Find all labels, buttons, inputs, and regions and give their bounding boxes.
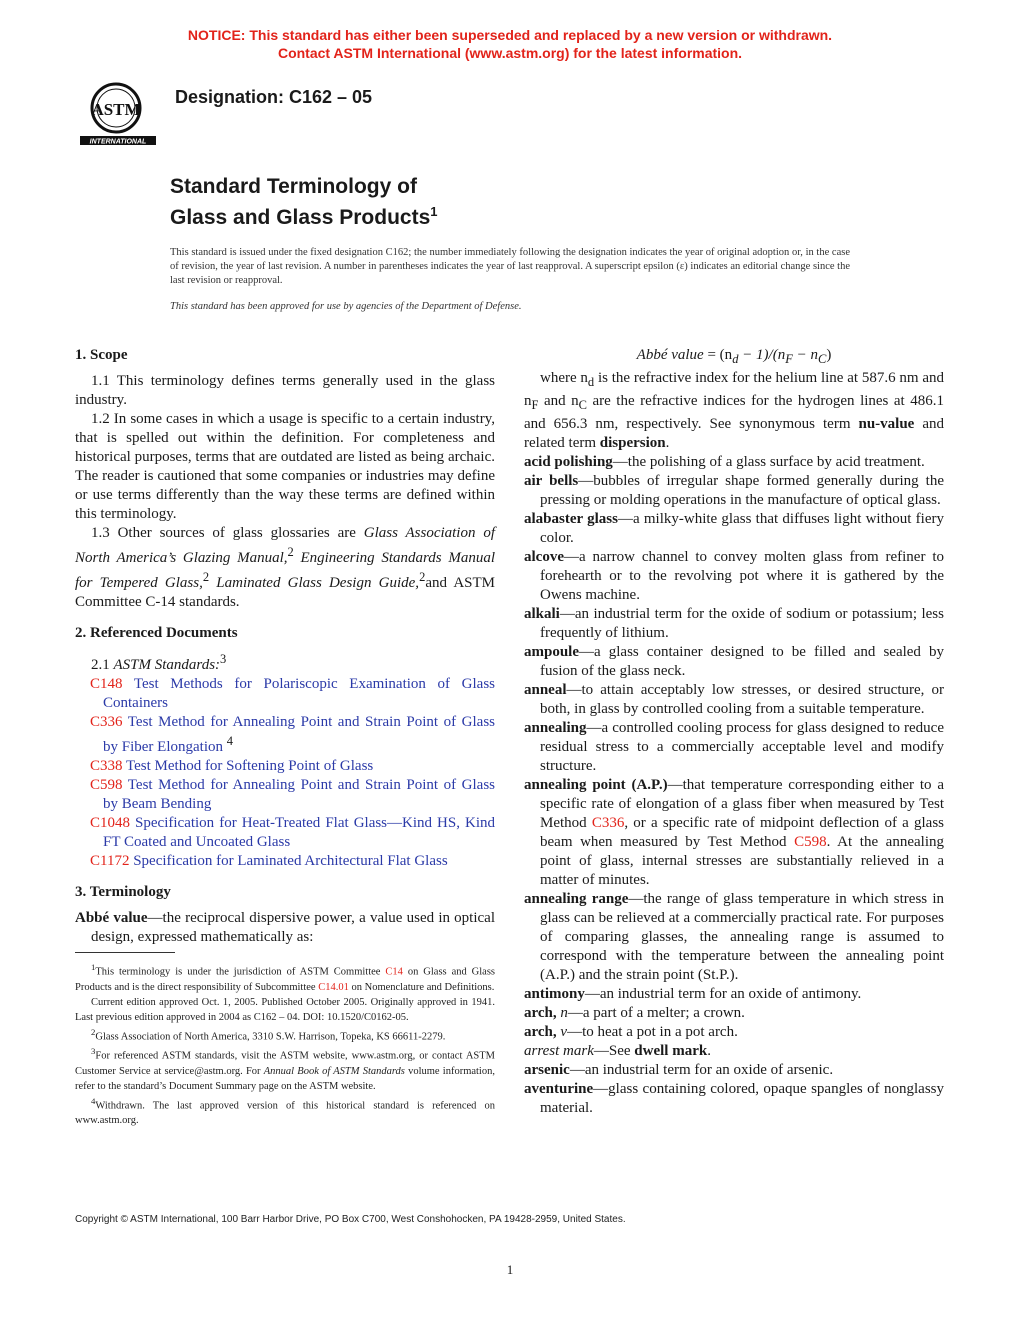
term-definition: —to attain acceptably low stresses, or desired structure, or both, in glass by controlled cooling from a suitable temperature. (540, 682, 944, 717)
term-see: —See (593, 1043, 635, 1059)
term-definition: —the reciprocal dispersive power, a value used in optical design, expressed mathematically as: (91, 910, 496, 945)
term-name: arrest mark (524, 1043, 594, 1059)
ref-code-link[interactable]: C598 (90, 777, 123, 793)
scope-p3-start: 1.3 Other sources of glass glossaries are (91, 525, 364, 541)
sup: 2 (202, 570, 210, 584)
sup: 2 (287, 545, 294, 559)
term-aventurine (524, 1080, 944, 1118)
term-definition: —an industrial term for an oxide of arsenic. (569, 1062, 834, 1078)
copyright: Copyright © ASTM International, 100 Barr Harbor Drive, PO Box C700, West Conshohocken, PA 19428-2959, United States. (75, 1214, 626, 1225)
term-air-bells (524, 472, 944, 510)
term-name: arch, (524, 1005, 557, 1021)
term-arsenic (524, 1061, 944, 1080)
ref-title-link[interactable]: Specification for Laminated Architectural Flat Glass (133, 853, 448, 869)
term-arch-noun (524, 1004, 944, 1023)
term-definition: —a narrow channel to convey molten glass from refiner to forehearth or to the revolving pot where it is gathered by the Owens machine. (540, 549, 944, 603)
term-name: acid polishing (524, 454, 613, 470)
term-definition: —the range of glass temperature in which stress in glass can be relieved at a commercially practical rate. For purposes of comparing glasses, the annealing range is assumed to correspond with the temperature between the annealing point (A.P.) and the strain point (St.P.). (540, 891, 944, 983)
source-tempered: Engineering Standards Manual for Tempered Glass, (75, 550, 495, 591)
fn-text: This terminology is under the jurisdiction of ASTM Committee (95, 966, 386, 978)
term-name: arsenic (524, 1062, 570, 1078)
fn-text: on Glass and Glass Products and is the direct responsibility of Subcommittee (75, 966, 496, 993)
term-definition: —that temperature corresponding either to a specific rate of elongation of a glass fiber when measured by Test Method (540, 777, 944, 831)
fn-italic: Annual Book of ASTM Standards (263, 1065, 405, 1077)
term-annealing-point (524, 776, 944, 890)
term-definition: —a part of a melter; a crown. (567, 1005, 745, 1021)
refdocs-heading: 2. Referenced Documents (75, 625, 238, 641)
where-part: and n (538, 393, 579, 409)
term-alabaster-glass (524, 510, 944, 548)
where-part: is the refractive index for the helium line at 587.6 nm and n (524, 370, 944, 409)
term-ref-dwell-mark: dwell mark (634, 1043, 708, 1059)
term-end: . (707, 1043, 711, 1059)
term-ref-nu-value: nu-value (858, 416, 915, 432)
ref-c336-link[interactable]: C336 (591, 815, 625, 831)
term-alcove (524, 548, 944, 605)
where-part: are the refractive indices for the hydrogen lines at 486.1 and 656.3 nm, respectively. See synonymous term (524, 393, 944, 432)
notice-line-1: NOTICE: This standard has either been superseded and replaced by a new version or withdrawn. (187, 27, 833, 43)
fn-text: volume information, refer to the standard’s Document Summary page on the ASTM website. (75, 1065, 495, 1092)
refdocs-intro-label: ASTM Standards: (113, 657, 221, 673)
term-definition: —a controlled cooling process for glass designed to reduce residual stress to a commercially acceptable level and modify structure. (540, 720, 944, 774)
term-arch-verb (524, 1023, 944, 1042)
fn-text: on Nomenclature and Definitions. (348, 981, 495, 993)
withdrawal-notice (0, 26, 1020, 62)
title-footnote-mark: 1 (430, 204, 438, 219)
ref-title-link[interactable]: Test Method for Annealing Point and Strain Point of Glass by Fiber Elongation (103, 714, 495, 755)
where-part: where n (540, 370, 588, 386)
ref-c336[interactable] (75, 713, 495, 757)
term-name: annealing range (524, 891, 629, 907)
fn-text: Withdrawn. The last approved version of this historical standard is referenced on www.astm.org. (75, 1100, 495, 1126)
sup: 2 (91, 1026, 96, 1037)
dod-note: This standard has been approved for use by agencies of the Department of Defense. (170, 301, 522, 312)
sup: 4 (91, 1095, 96, 1106)
notice-line-2: Contact ASTM International (www.astm.org) for the latest information. (277, 45, 743, 61)
term-definition: , or a specific rate of midpoint deflection of a glass beam when measured by Test Method (540, 815, 945, 850)
footnotes (75, 960, 495, 1128)
term-name: alcove (524, 549, 564, 565)
ref-title-link[interactable]: Test Method for Annealing Point and Strain Point of Glass by Beam Bending (103, 777, 495, 812)
part-of-speech: n (556, 1005, 568, 1021)
refdocs-intro-num: 2.1 (91, 657, 114, 673)
terminology-heading: 3. Terminology (75, 884, 171, 900)
preamble: This standard is issued under the fixed designation C162; the number immediately following the designation indicates the year of original adoption or, in the case of revision, the year of last revision. A number in parentheses indicates the year of last reapproval. A superscript epsilon (ε) indicates an editorial change since the last revision or reapproval. (170, 247, 850, 286)
term-definition: —to heat a pot in a pot arch. (567, 1024, 738, 1040)
logo-subtext: INTERNATIONAL (89, 138, 147, 146)
footnote-4 (75, 1094, 495, 1129)
sup: 3 (220, 652, 227, 666)
formula-part: − 1)/(n (738, 347, 786, 363)
footnote-divider (75, 952, 175, 953)
term-name: arch, (524, 1024, 557, 1040)
term-definition: . At the annealing point of glass, internal stresses are substantially relieved in a matter of minutes. (540, 834, 944, 888)
ref-code-link[interactable]: C338 (90, 758, 123, 774)
term-annealing (524, 719, 944, 776)
left-column (75, 346, 495, 947)
term-name: ampoule (524, 644, 580, 660)
footnote-1 (75, 960, 495, 995)
abbe-formula (524, 346, 944, 369)
ref-c1172[interactable] (75, 852, 495, 871)
ref-c338[interactable] (75, 757, 495, 776)
designation: Designation: C162 – 05 (175, 87, 373, 107)
logo-text: ASTM (91, 100, 141, 119)
formula-part: = (n (707, 347, 733, 363)
title-line-2 (170, 199, 438, 230)
term-definition: —bubbles of irregular shape formed generally during the pressing or molding operations in the manufacture of optical glass. (540, 473, 944, 508)
term-name: air bells (524, 473, 579, 489)
term-antimony (524, 985, 944, 1004)
scope-p3-end: and ASTM Committee C-14 standards. (75, 575, 495, 610)
term-definition: —glass containing colored, opaque spangles of nonglassy material. (540, 1081, 944, 1116)
ref-c598[interactable] (75, 776, 495, 814)
sub: d (587, 375, 595, 389)
term-definition: —an industrial term for the oxide of sodium or potassium; less frequently of lithium. (540, 606, 944, 641)
refdocs-intro (75, 650, 495, 675)
right-column (524, 346, 944, 1118)
source-laminated: Laminated Glass Design Guide, (209, 575, 420, 591)
term-alkali (524, 605, 944, 643)
scope-para-1: 1.1 This terminology defines terms generally used in the glass industry. (75, 373, 495, 408)
sup: 2 (419, 570, 426, 584)
term-definition: —the polishing of a glass surface by acid treatment. (612, 454, 925, 470)
fn-text: For referenced ASTM standards, visit the ASTM website, www.astm.org, or contact ASTM Customer Service at service@astm.org. For (75, 1050, 495, 1077)
scope-para-3 (75, 524, 495, 612)
sup: 3 (91, 1046, 96, 1056)
term-name: aventurine (524, 1081, 594, 1097)
sup: 1 (91, 962, 96, 972)
astm-logo-graphic (76, 74, 160, 148)
sub: C (817, 352, 827, 366)
committee-c14-link[interactable]: C14 (385, 966, 403, 978)
subcommittee-c1401-link[interactable]: C14.01 (318, 981, 349, 993)
footnote-2 (75, 1025, 495, 1045)
scope-para-2: 1.2 In some cases in which a usage is specific to a certain industry, that is spelled out within the definition. For completeness and historical purposes, terms that are outdated are listed as being archaic. The reader is cautioned that some companies or industries may define or use terms differently than the way these terms are defined within this terminology. (75, 411, 495, 522)
term-anneal (524, 681, 944, 719)
term-name: alkali (524, 606, 560, 622)
ref-title-link[interactable]: Test Method for Softening Point of Glass (126, 758, 374, 774)
scope-heading: 1. Scope (75, 347, 128, 363)
sub: F (785, 352, 793, 366)
term-name: annealing (524, 720, 587, 736)
ref-code-link[interactable]: C1048 (90, 815, 131, 831)
formula-part: − n (792, 347, 818, 363)
footnote-1b: Current edition approved Oct. 1, 2005. Published October 2005. Originally approved in 1941. Last previous edition approved in 2004 as C162 – 04. DOI: 10.1520/C0162-05. (75, 996, 495, 1023)
term-name: anneal (524, 682, 567, 698)
page-number: 1 (506, 1262, 514, 1277)
term-definition: —an industrial term for an oxide of antimony. (584, 986, 862, 1002)
ref-code-link[interactable]: C148 (90, 676, 123, 692)
ref-code-link[interactable]: C336 (90, 714, 123, 730)
term-name: annealing point (A.P.) (524, 777, 668, 793)
source-gana: Glass Association of North America’s Glazing Manual, (75, 525, 495, 566)
astm-logo (76, 74, 160, 148)
term-name: antimony (524, 986, 585, 1002)
title-line-1: Standard Terminology of (170, 175, 417, 198)
term-name: Abbé value (75, 910, 148, 926)
fn-text: Glass Association of North America, 3310 S.W. Harrison, Topeka, KS 66611-2279. (95, 1031, 446, 1042)
term-ref-dispersion: dispersion (599, 435, 666, 451)
part-of-speech: v (556, 1024, 568, 1040)
term-annealing-range (524, 890, 944, 985)
document-title (170, 174, 438, 230)
where-part: and related term (524, 416, 944, 451)
ref-code-link[interactable]: C1172 (90, 853, 130, 869)
term-definition: —a milky-white glass that diffuses light without fiery color. (540, 511, 944, 546)
sub: F (531, 398, 539, 412)
term-acid-polishing (524, 453, 944, 472)
ref-c598-link[interactable]: C598 (794, 834, 827, 850)
sub: d (732, 352, 739, 366)
term-ampoule (524, 643, 944, 681)
where-part: . (665, 435, 670, 451)
formula-lhs: Abbé value (636, 347, 704, 363)
sub: C (578, 398, 587, 412)
term-definition: —a glass container designed to be filled and sealed by fusion of the glass neck. (540, 644, 944, 679)
ref-c1048[interactable] (75, 814, 495, 852)
ref-title-link[interactable]: Specification for Heat-Treated Flat Glass—Kind HS, Kind FT Coated and Uncoated Glass (103, 815, 495, 850)
ref-title-link[interactable]: Test Methods for Polariscopic Examination of Glass Containers (103, 676, 495, 711)
title-line-2-text: Glass and Glass Products (170, 206, 431, 229)
footnote-3 (75, 1044, 495, 1094)
term-abbe-value (75, 909, 495, 947)
term-arrest-mark (524, 1042, 944, 1061)
term-name: alabaster glass (524, 511, 618, 527)
abbe-where (524, 369, 944, 453)
formula-part: ) (826, 347, 832, 363)
sup: 4 (226, 734, 233, 748)
ref-c148[interactable] (75, 675, 495, 713)
